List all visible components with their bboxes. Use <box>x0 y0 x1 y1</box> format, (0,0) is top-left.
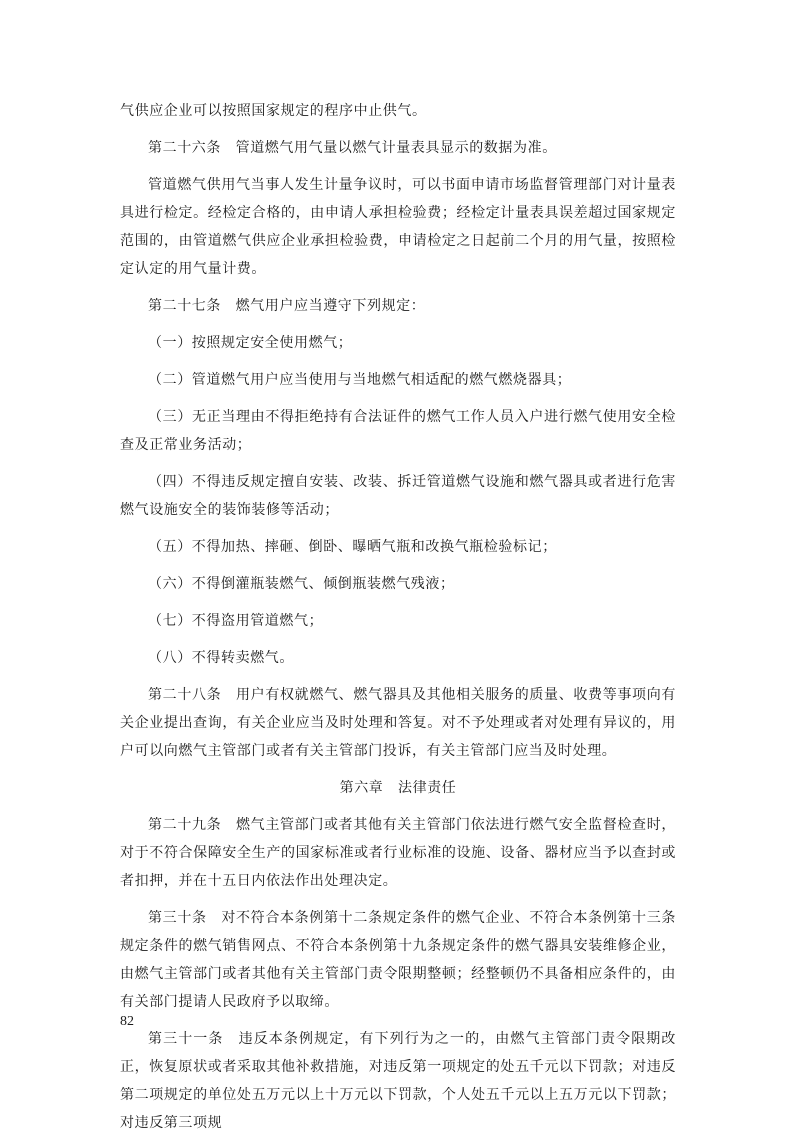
list-item-1: （一）按照规定安全使用燃气； <box>148 335 353 351</box>
list-item-6: （六）不得倒灌瓶装燃气、倾倒瓶装燃气残液； <box>148 576 455 592</box>
article-29: 第二十九条 燃气主管部门或者其他有关主管部门依法进行燃气安全监督检查时，对于不符合保障安全生产的国家标准或者行业标准的设施、设备、器材应当予以查封或者扣押，并在十五日内依法作出处理决定。 <box>120 817 676 889</box>
paragraph-metering-dispute: 管道燃气供用气当事人发生计量争议时，可以书面申请市场监督管理部门对计量表具进行检定。经检定合格的，由申请人承担检验费；经检定计量表具误差超过国家规定范围的，由管道燃气供应企业承担检验费，申请检定之日起前二个月的用气量，按照检定认定的用气量计费。 <box>120 177 676 277</box>
article-31: 第三十一条 违反本条例规定，有下列行为之一的，由燃气主管部门责令限期改正，恢复原状或者采取其他补救措施，对违反第一项规定的处五千元以下罚款；对违反第二项规定的单位处五万元以上十万元以下罚款，个人处五千元以上五万元以下罚款；对违反第三项规 <box>120 1031 676 1131</box>
list-item-3: （三）无正当理由不得拒绝持有合法证件的燃气工作人员入户进行燃气使用安全检查及正常业务活动； <box>120 409 676 453</box>
list-item-2: （二）管道燃气用户应当使用与当地燃气相适配的燃气燃烧器具； <box>148 372 572 388</box>
article-27: 第二十七条 燃气用户应当遵守下列规定： <box>148 298 426 314</box>
page-content <box>120 97 676 1146</box>
list-item-4: （四）不得违反规定擅自安装、改装、拆迁管道燃气设施和燃气器具或者进行危害燃气设施安全的装饰装修等活动； <box>120 474 676 518</box>
chapter-title: 第六章 法律责任 <box>339 780 457 796</box>
article-26: 第二十六条 管道燃气用气量以燃气计量表具显示的数据为准。 <box>148 140 557 156</box>
article-30: 第三十条 对不符合本条例第十二条规定条件的燃气企业、不符合本条例第十三条规定条件的燃气销售网点、不符合本条例第十九条规定条件的燃气器具安装维修企业，由燃气主管部门或者其他有关主管部门责令限期整顿；经整顿仍不具备相应条件的，由有关部门提请人民政府予以取缔。 <box>120 910 676 1010</box>
page-number: 82 <box>120 1014 134 1029</box>
list-item-7: （七）不得盗用管道燃气； <box>148 613 324 629</box>
paragraph-1: 气供应企业可以按照国家规定的程序中止供气。 <box>120 103 427 119</box>
article-28: 第二十八条 用户有权就燃气、燃气器具及其他相关服务的质量、收费等事项向有关企业提出查询，有关企业应当及时处理和答复。对不予处理或者对处理有异议的，用户可以向燃气主管部门或者有关主管部门投诉，有关主管部门应当及时处理。 <box>120 687 676 759</box>
list-item-8: （八）不得转卖燃气。 <box>148 650 294 666</box>
list-item-5: （五）不得加热、摔砸、倒卧、曝晒气瓶和改换气瓶检验标记； <box>148 539 557 555</box>
